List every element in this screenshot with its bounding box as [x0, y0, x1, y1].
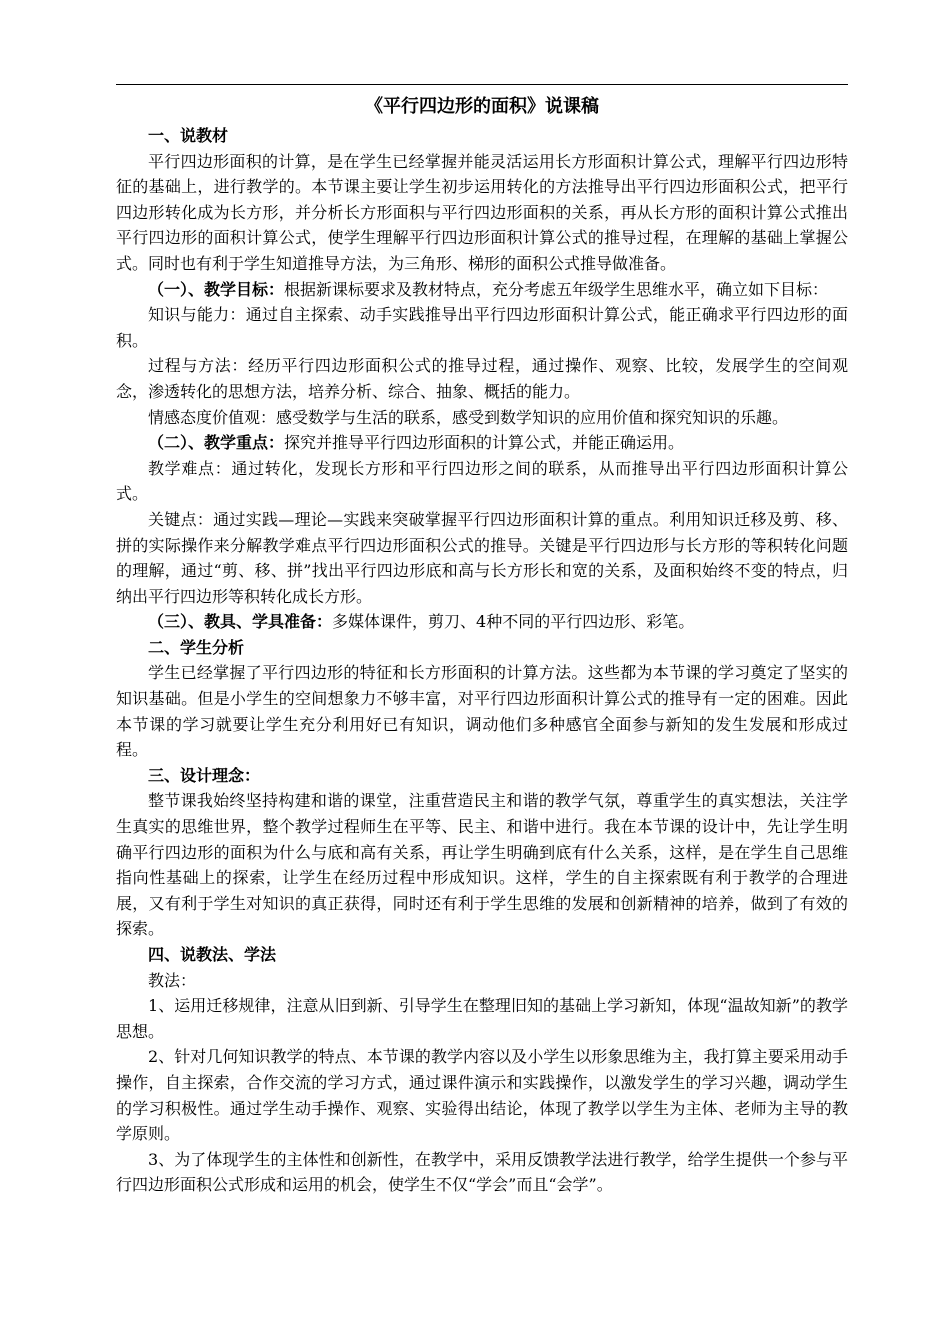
teaching-key-text: 探究并推导平行四边形面积的计算公式，并能正确运用。	[284, 433, 685, 453]
teaching-method-label: 教法：	[148, 970, 197, 990]
teaching-goals-text: 根据新课标要求及教材特点，充分考虑五年级学生思维水平，确立如下目标：	[284, 279, 829, 299]
section-heading-students: 二、学生分析	[148, 637, 245, 657]
header-rule	[116, 84, 848, 85]
method-item: 2、针对几何知识教学的特点、本节课的教学内容以及小学生以形象思维为主，我打算主要采用动手操作，自主探索，合作交流的学习方式，通过课件演示和实践操作，以激发学生的学习兴趣，调动学生的学习积极性。通过学生动手操作、观察、实验得出结论，体现了教学以学生为主体、老师为主导的教学原则。	[116, 1047, 848, 1144]
document-title: 《平行四边形的面积》说课稿	[365, 96, 599, 117]
student-analysis-paragraph: 学生已经掌握了平行四边形的特征和长方形面积的计算方法。这些都为本节课的学习奠定了坚实的知识基础。但是小学生的空间想象力不够丰富，对平行四边形面积计算公式的推导有一定的困难。因此本节课的学习就要让学生充分利用好已有知识，调动他们多种感官全面参与新知的发生发展和形成过程。	[116, 663, 848, 760]
goal-process-paragraph: 过程与方法：经历平行四边形面积公式的推导过程，通过操作、观察、比较，发展学生的空间观念，渗透转化的思想方法，培养分析、综合、抽象、概括的能力。	[116, 356, 848, 401]
teaching-key-label: （二）、教学重点：	[148, 433, 285, 453]
section-heading-design: 三、设计理念：	[148, 765, 261, 785]
teaching-goals-paragraph	[116, 277, 848, 303]
tools-label: （三）、教具、学具准备：	[148, 612, 333, 632]
textbook-intro-paragraph: 平行四边形面积的计算，是在学生已经掌握并能灵活运用长方形面积计算公式，理解平行四边形特征的基础上，进行教学的。本节课主要让学生初步运用转化的方法推导出平行四边形面积公式，把平行四边形转化成为长方形，并分析长方形面积与平行四边形面积的关系，再从长方形的面积计算公式推出平行四边形的面积计算公式，使学生理解平行四边形面积计算公式的推导过程，在理解的基础上掌握公式。同时也有利于学生知道推导方法，为三角形、梯形的面积公式推导做准备。	[116, 151, 848, 273]
document-body	[116, 92, 848, 1198]
tools-text: 多媒体课件，剪刀、4种不同的平行四边形、彩笔。	[332, 612, 695, 632]
tools-paragraph	[116, 609, 848, 635]
design-concept-paragraph: 整节课我始终坚持构建和谐的课堂，注重营造民主和谐的教学气氛，尊重学生的真实想法，关注学生真实的思维世界，整个教学过程师生在平等、民主、和谐中进行。我在本节课的设计中，先让学生明确平行四边形的面积为什么与底和高有关系，再让学生明确到底有什么关系，这样，是在学生自己思维指向性基础上的探索，让学生在经历过程中形成知识。这样，学生的自主探索既有利于教学的合理进展，又有利于学生对知识的真正获得，同时还有利于学生思维的发展和创新精神的培养，做到了有效的探索。	[116, 791, 848, 939]
method-item: 1、运用迁移规律，注意从旧到新、引导学生在整理旧知的基础上学习新知，体现“温故知新”的教学思想。	[116, 996, 848, 1041]
section-heading-methods: 四、说教法、学法	[148, 945, 277, 964]
teaching-key-paragraph	[116, 430, 848, 456]
teaching-goals-label: （一）、教学目标：	[148, 279, 285, 299]
key-point-paragraph: 关键点：通过实践—理论—实践来突破掌握平行四边形面积计算的重点。利用知识迁移及剪、移、拼的实际操作来分解教学难点平行四边形面积公式的推导。关键是平行四边形与长方形的等积转化问题的理解，通过“剪、移、拼”找出平行四边形底和高与长方形长和宽的关系，及面积始终不变的特点，归纳出平行四边形等积转化成长方形。	[116, 509, 848, 606]
teaching-difficulty-paragraph: 教学难点：通过转化，发现长方形和平行四边形之间的联系，从而推导出平行四边形面积计算公式。	[116, 458, 848, 504]
goal-emotion-paragraph: 情感态度价值观：感受数学与生活的联系，感受到数学知识的应用价值和探究知识的乐趣。	[148, 407, 789, 427]
method-item: 3、为了体现学生的主体性和创新性，在教学中，采用反馈教学法进行教学，给学生提供一个参与平行四边形面积公式形成和运用的机会，使学生不仅“学会”而且“会学”。	[116, 1149, 848, 1195]
goal-knowledge-paragraph: 知识与能力：通过自主探索、动手实践推导出平行四边形面积计算公式，能正确求平行四边形的面积。	[116, 305, 848, 350]
section-heading-textbook: 一、说教材	[148, 126, 229, 145]
